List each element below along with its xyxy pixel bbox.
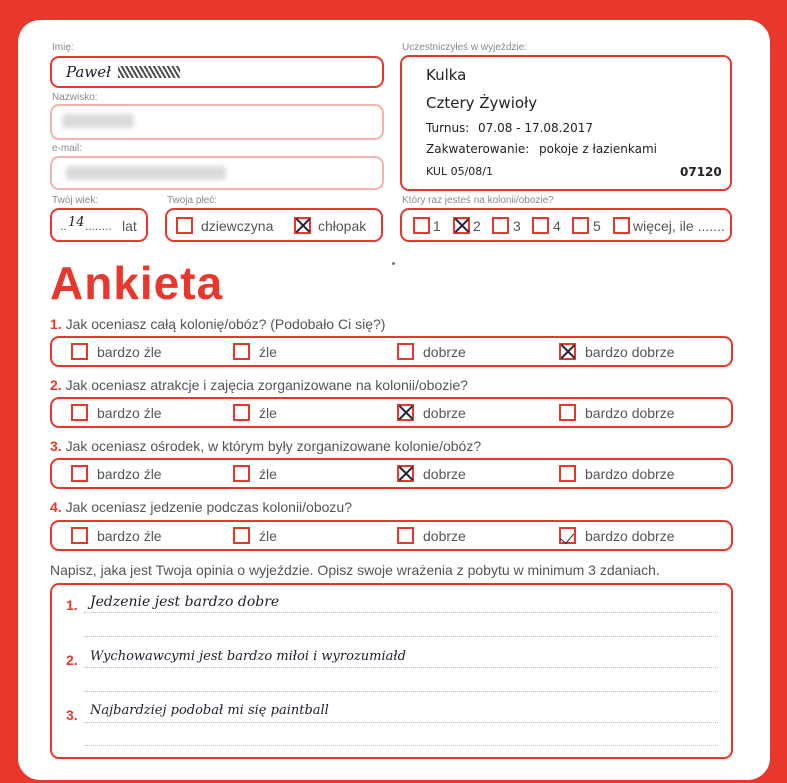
count-option-more: więcej, ile .......: [633, 218, 725, 234]
trip-code: KUL 05/08/1: [426, 165, 493, 178]
count-option-4: 4: [553, 218, 561, 234]
q3-checkbox-good[interactable]: [397, 465, 414, 482]
email-field[interactable]: [50, 156, 384, 190]
checkbox-male[interactable]: [294, 217, 311, 234]
q1-option-very-good: bardzo dobrze: [585, 344, 675, 360]
answer-row-1: [50, 336, 733, 367]
q3-option-good: dobrze: [423, 466, 466, 482]
q2-option-very-bad: bardzo źle: [97, 405, 162, 421]
answer-row-2: [50, 397, 733, 428]
opinion-prompt: Napisz, jaka jest Twoja opinia o wyjeździe. Opisz swoje wrażenia z pobytu w minimum 3 zdaniach.: [50, 562, 660, 578]
name-field[interactable]: [50, 56, 384, 88]
count-field: [400, 208, 732, 242]
q1-option-very-bad: bardzo źle: [97, 344, 162, 360]
q4-checkbox-very-good[interactable]: [559, 527, 576, 544]
q4-option-very-bad: bardzo źle: [97, 528, 162, 544]
scribbled-surname: [118, 66, 180, 78]
q4-checkbox-very-bad[interactable]: [71, 527, 88, 544]
q4-checkbox-good[interactable]: [397, 527, 414, 544]
q1-checkbox-very-good[interactable]: [559, 343, 576, 360]
answer-row-3: [50, 458, 733, 489]
blurred-email: [66, 166, 226, 180]
q3-option-very-bad: bardzo źle: [97, 466, 162, 482]
answer-row-4: [50, 520, 733, 551]
q2-checkbox-bad[interactable]: [233, 404, 250, 421]
q4-option-bad: źle: [259, 528, 277, 544]
q3-option-bad: źle: [259, 466, 277, 482]
q2-checkbox-very-bad[interactable]: [71, 404, 88, 421]
q2-option-bad: źle: [259, 405, 277, 421]
q3-option-very-good: bardzo dobrze: [585, 466, 675, 482]
question-2: [50, 377, 468, 393]
q1-option-good: dobrze: [423, 344, 466, 360]
turnus-label: Turnus:: [426, 121, 470, 135]
question-1: [50, 316, 385, 332]
surname-label: Nazwisko:: [52, 92, 98, 103]
question-3: [50, 438, 481, 454]
age-label: Twój wiek:: [52, 195, 99, 206]
trip-label: Uczestniczyłeś w wyjeździe:: [402, 42, 528, 53]
opinion-line-3b-rule: [84, 745, 718, 746]
q3-checkbox-very-good[interactable]: [559, 465, 576, 482]
checkbox-count-1[interactable]: [413, 217, 430, 234]
opinion-line-1-text: Jedzenie jest bardzo dobre: [90, 594, 280, 610]
count-label: Który raz jesteś na kolonii/obozie?: [402, 195, 554, 206]
opinion-line-3-number: 3.: [66, 707, 78, 723]
question-4-number: 4.: [50, 499, 62, 515]
email-label: e-mail:: [52, 143, 83, 154]
accommodation-label: Zakwaterowanie:: [426, 142, 530, 156]
opinion-line-1-rule: [84, 612, 718, 613]
q1-checkbox-very-bad[interactable]: [71, 343, 88, 360]
q3-checkbox-bad[interactable]: [233, 465, 250, 482]
blurred-surname: [62, 114, 134, 128]
question-2-text: Jak oceniasz atrakcje i zajęcia zorganizowane na kolonii/obozie?: [65, 377, 468, 393]
trip-program: Cztery Żywioły: [426, 94, 538, 112]
opinion-line-2-number: 2.: [66, 652, 78, 668]
count-option-3: 3: [513, 218, 521, 234]
question-4-text: Jak oceniasz jedzenie podczas kolonii/obozu?: [65, 499, 352, 515]
question-4: [50, 499, 352, 515]
count-option-2: 2: [473, 218, 481, 234]
q2-option-good: dobrze: [423, 405, 466, 421]
question-1-text: Jak oceniasz całą kolonię/obóz? (Podobało Ci się?): [65, 316, 386, 332]
survey-title: Ankieta: [50, 257, 224, 309]
trip-name: Kulka: [426, 66, 467, 84]
checkbox-female[interactable]: [176, 217, 193, 234]
opinion-line-3-rule: [84, 722, 718, 723]
checkbox-count-5[interactable]: [572, 217, 589, 234]
surname-field[interactable]: [50, 104, 384, 140]
age-dots-left: ..: [60, 219, 67, 233]
q2-option-very-good: bardzo dobrze: [585, 405, 675, 421]
q1-checkbox-bad[interactable]: [233, 343, 250, 360]
opinion-line-3-text: Najbardziej podobał mi się paintball: [90, 703, 329, 718]
opinion-line-2b-rule: [84, 691, 718, 692]
trip-info-box: [400, 55, 732, 191]
opinion-line-2-text: Wychowawcymi jest bardzo miłoi i wyrozumiałd: [90, 649, 406, 664]
checkbox-count-2[interactable]: [453, 217, 470, 234]
q2-checkbox-very-good[interactable]: [559, 404, 576, 421]
gender-male-label: chłopak: [318, 218, 367, 234]
count-option-1: 1: [433, 218, 441, 234]
q1-option-bad: źle: [259, 344, 277, 360]
age-dots-right: ........: [85, 219, 112, 233]
question-1-number: 1.: [50, 316, 62, 332]
gender-label: Twoja płeć:: [167, 195, 218, 206]
count-option-5: 5: [593, 218, 601, 234]
gender-female-label: dziewczyna: [201, 218, 274, 234]
question-3-text: Jak oceniasz ośrodek, w którym były zorganizowane kolonie/obóz?: [65, 438, 482, 454]
checkbox-count-4[interactable]: [532, 217, 549, 234]
question-3-number: 3.: [50, 438, 62, 454]
q4-option-good: dobrze: [423, 528, 466, 544]
checkbox-count-3[interactable]: [492, 217, 509, 234]
name-handwriting: Paweł: [66, 63, 111, 81]
accommodation-value: pokoje z łazienkami: [539, 142, 657, 156]
q1-checkbox-good[interactable]: [397, 343, 414, 360]
age-unit: lat: [122, 218, 137, 234]
trip-number: 07120: [680, 165, 722, 179]
q4-checkbox-bad[interactable]: [233, 527, 250, 544]
q2-checkbox-good[interactable]: [397, 404, 414, 421]
name-label: Imię:: [52, 42, 74, 53]
turnus-value: 07.08 - 17.08.2017: [478, 121, 594, 135]
q3-checkbox-very-bad[interactable]: [71, 465, 88, 482]
age-handwriting: 14: [68, 215, 85, 230]
checkbox-count-more[interactable]: [613, 217, 630, 234]
question-2-number: 2.: [50, 377, 62, 393]
opinion-line-1b-rule: [84, 636, 718, 637]
gender-field: [165, 208, 383, 242]
age-field[interactable]: [50, 208, 148, 242]
speck: [392, 262, 395, 265]
opinion-line-1-number: 1.: [66, 597, 78, 613]
opinion-line-2-rule: [84, 667, 718, 668]
q4-option-very-good: bardzo dobrze: [585, 528, 675, 544]
